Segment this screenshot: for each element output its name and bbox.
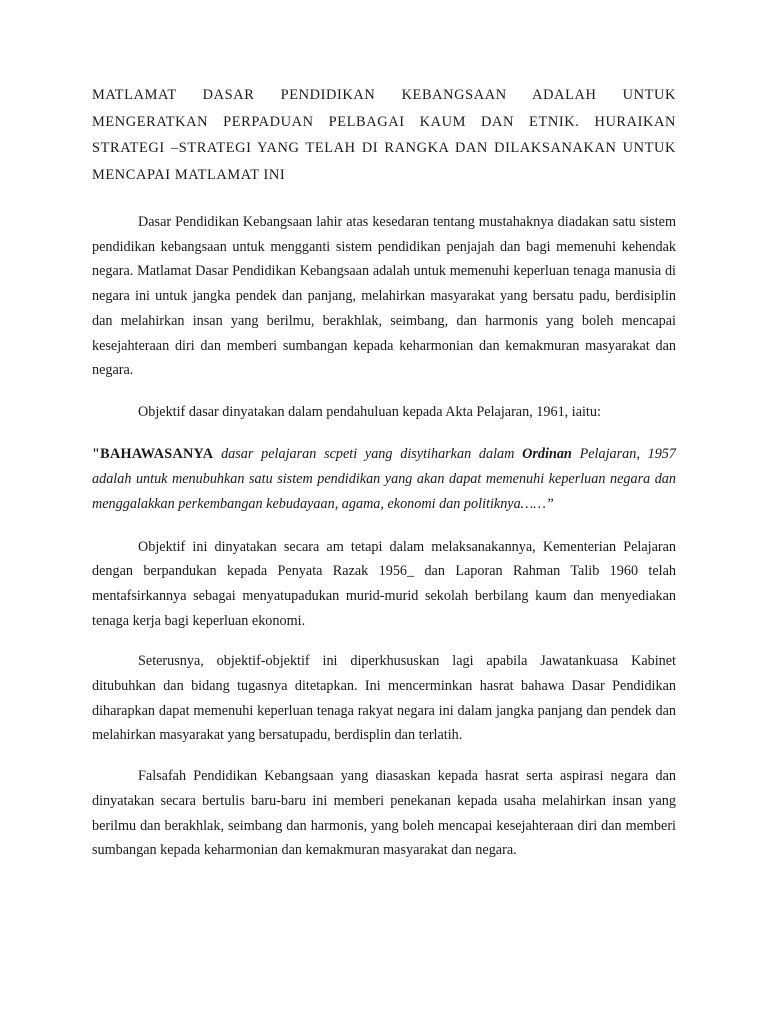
quote-text-part2: Pelajaran, 1957 adalah untuk menubuhkan satu sistem pendidikan yang akan dapat memenuhi keperluan negara dan menggalakkan perkembangan kebudayaan, agama, ekonomi dan politiknya……”	[92, 445, 676, 513]
quote-lead-word: "BAHAWASANYA	[92, 445, 214, 462]
paragraph-intro: Dasar Pendidikan Kebangsaan lahir atas kesedaran tentang mustahaknya diadakan satu sistem pendidikan kebangsaan untuk mengganti sistem pendidikan penjajah dan bagi memenuhi kehendak negara. Matlamat Dasar Pendidikan Kebangsaan adalah untuk memenuhi keperluan tenaga manusia di negara ini untuk jangka pendek dan panjang, melahirkan masyarakat yang bersatu padu, berdisiplin dan melahirkan insan yang berilmu, berakhlak, seimbang, dan harmonis yang boleh mencapai kesejahteraan diri dan memberi sumbangan kepada keharmonian dan kemakmuran masyarakat dan negara.	[92, 214, 676, 379]
quote-bold-word: Ordinan	[522, 445, 572, 462]
paragraph-objective-intro: Objektif dasar dinyatakan dalam pendahuluan kepada Akta Pelajaran, 1961, iaitu:	[138, 403, 601, 420]
document-page	[92, 82, 676, 863]
paragraph-philosophy: Falsafah Pendidikan Kebangsaan yang diasaskan kepada hasrat serta aspirasi negara dan dinyatakan secara bertulis baru-baru ini memberi penekanan kepada usaha melahirkan insan yang berilmu dan berakhlak, seimbang dan harmonis, yang boleh mencapai kesejahteraan diri dan memberi sumbangan kepada keharmonian dan kemakmuran masyarakat dan negara.	[92, 768, 676, 859]
act-quotation	[92, 442, 676, 518]
quote-text-part1: dasar pelajaran scpeti yang disytiharkan dalam	[213, 445, 523, 462]
essay-heading: MATLAMAT DASAR PENDIDIKAN KEBANGSAAN ADALAH UNTUK MENGERATKAN PERPADUAN PELBAGAI KAUM DAN ETNIK. HURAIKAN STRATEGI –STRATEGI YANG TELAH DI RANGKA DAN DILAKSANAKAN UNTUK MENCAPAI MATLAMAT INI	[92, 87, 676, 183]
paragraph-cabinet-committee: Seterusnya, objektif-objektif ini diperkhususkan lagi apabila Jawatankuasa Kabinet ditubuhkan dan bidang tugasnya ditetapkan. Ini mencerminkan hasrat bahawa Dasar Pendidikan diharapkan dapat memenuhi keperluan tenaga rakyat negara ini dalam jangka panjang dan pendek dan melahirkan masyarakat yang bersatupadu, berdisplin dan terlatih.	[92, 653, 676, 744]
paragraph-objective-interpretation: Objektif ini dinyatakan secara am tetapi dalam melaksanakannya, Kementerian Pelajaran dengan berpandukan kepada Penyata Razak 1956_ dan Laporan Rahman Talib 1960 telah mentafsirkannya sebagai menyatupadukan murid-murid sekolah berbilang kaum dan menyediakan tenaga kerja bagi keperluan ekonomi.	[92, 538, 676, 629]
